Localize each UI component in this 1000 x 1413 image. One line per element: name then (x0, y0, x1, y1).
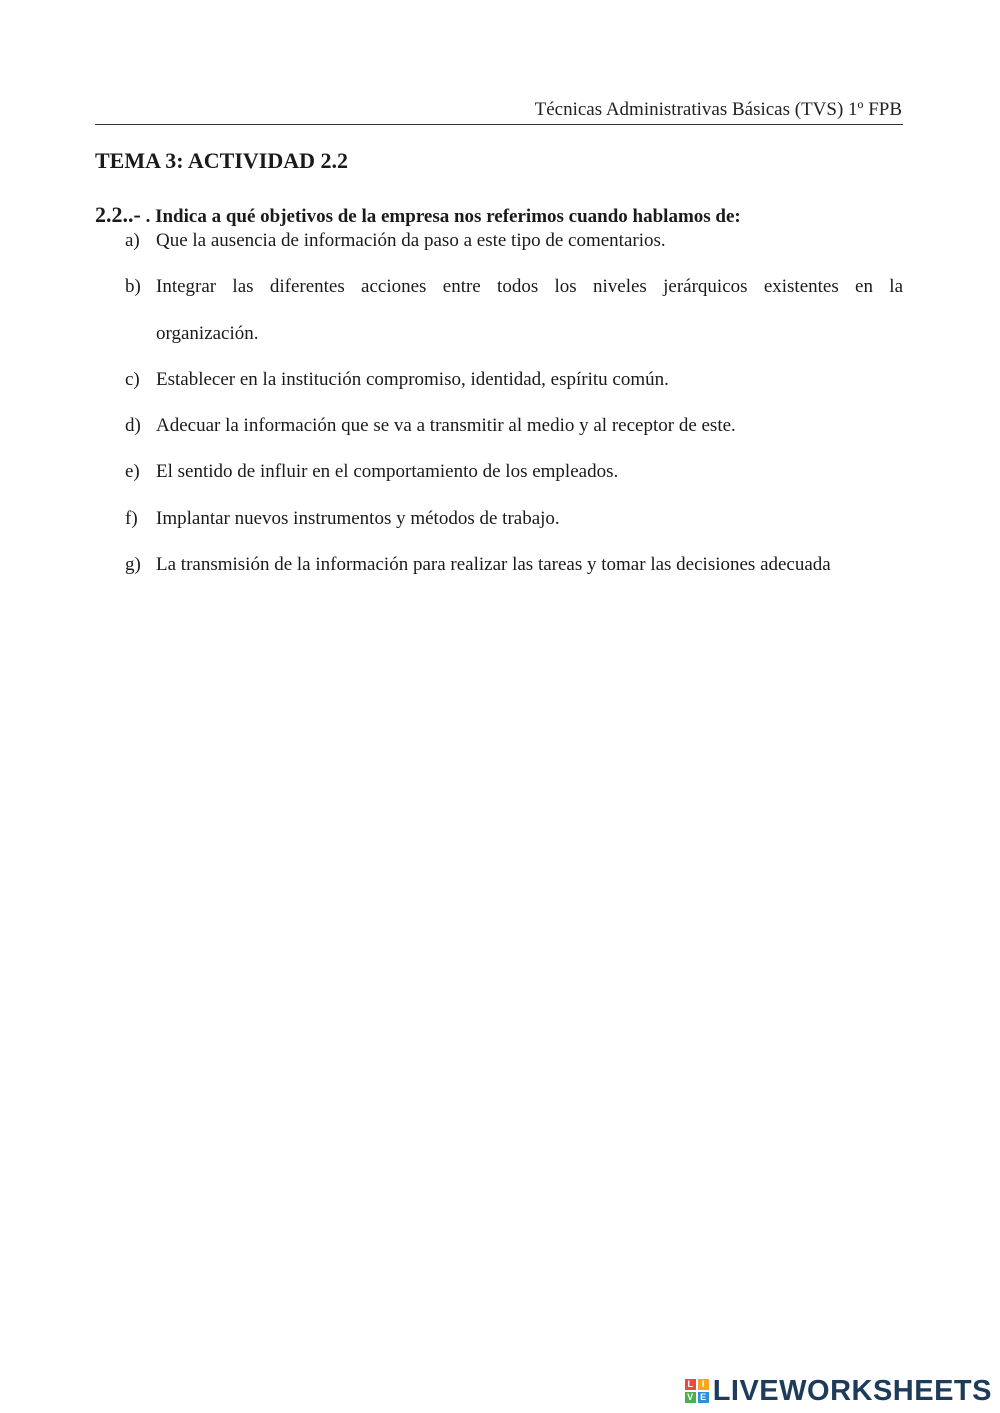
list-item (125, 414, 903, 438)
page-title: TEMA 3: ACTIVIDAD 2.2 (95, 148, 349, 173)
list-item-text: Establecer en la institución compromiso, identidad, espíritu común. (156, 369, 669, 390)
list-item-letter: d) (125, 415, 141, 436)
watermark-text: LIVEWORKSHEETS (712, 1374, 992, 1407)
list-item-text: La transmisión de la información para realizar las tareas y tomar las decisiones adecuada (156, 554, 831, 575)
list-item-text: Integrar las diferentes acciones entre todos los niveles jerárquicos existentes en la (156, 276, 903, 297)
question-number: 2.2..- (95, 202, 141, 227)
question-text: . Indica a qué objetivos de la empresa nos referimos cuando hablamos de: (140, 206, 741, 227)
list-item (125, 368, 903, 392)
question-heading (95, 201, 741, 232)
list-item (125, 553, 903, 577)
list-item-text: Que la ausencia de información da paso a este tipo de comentarios. (156, 230, 666, 251)
list-item-letter: b) (125, 276, 141, 297)
list-item (125, 460, 903, 484)
liveworksheets-logo-icon (685, 1379, 709, 1403)
list-item (125, 229, 903, 253)
header-course-title: Técnicas Administrativas Básicas (TVS) 1º FPB (534, 99, 902, 120)
list-item-letter: a) (125, 230, 140, 251)
header-divider (95, 124, 903, 125)
list-item-letter: c) (125, 369, 140, 390)
list-item-letter: g) (125, 554, 141, 575)
list-item (125, 507, 903, 531)
list-item-text: El sentido de influir en el comportamiento de los empleados. (156, 461, 619, 482)
list-item-text: Implantar nuevos instrumentos y métodos de trabajo. (156, 508, 560, 529)
liveworksheets-watermark (685, 1375, 992, 1407)
list-item-letter: e) (125, 461, 140, 482)
list-item-continuation: organización. (156, 323, 259, 344)
logo-letter: L (685, 1379, 696, 1390)
list-item (125, 275, 903, 299)
logo-letter: V (685, 1392, 696, 1403)
logo-letter: I (698, 1379, 709, 1390)
list-item-text: Adecuar la información que se va a transmitir al medio y al receptor de este. (156, 415, 736, 436)
logo-letter: E (698, 1392, 709, 1403)
list-item-letter: f) (125, 508, 138, 529)
